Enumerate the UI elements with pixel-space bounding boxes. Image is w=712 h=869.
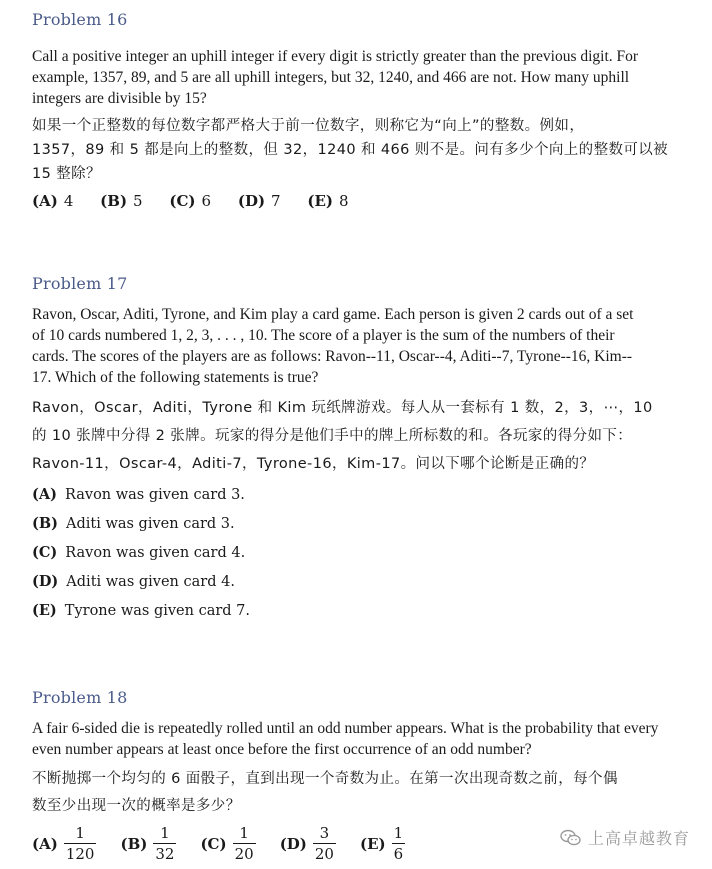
text-line: 的 10 张牌中分得 2 张牌。玩家的得分是他们手中的牌上所标数的和。各玩家的得分如下： xyxy=(32,428,633,444)
text-line: 不断抛掷一个均匀的 6 面骰子，直到出现一个奇数为止。在第一次出现奇数之前，每个偶 xyxy=(32,771,618,787)
choice-d: (D) 7 xyxy=(237,192,281,210)
choice-a: (A) 4 xyxy=(32,192,74,210)
text-line: Ravon，Oscar，Aditi，Tyrone 和 Kim 玩纸牌游戏。每人从一套标有 1 数，2，3，⋯，10 xyxy=(32,400,653,416)
text-line: 1357，89 和 5 都是向上的整数，但 32，1240 和 466 则不是。问有多少个向上的整数可以被 xyxy=(32,142,669,158)
answer-choices xyxy=(32,480,682,625)
choice-c: (C) $\frac{1}{20}$ xyxy=(200,824,254,863)
problem-title: Problem 18 xyxy=(32,688,128,707)
choice-b: (B) $\frac{1}{32}$ xyxy=(120,824,175,863)
text-line: Ravon-11，Oscar-4，Aditi-7，Tyrone-16，Kim-17。问以下哪个论断是正确的？ xyxy=(32,456,595,472)
fraction: $\frac{1}{32}$ xyxy=(155,824,175,863)
choice-b: (B) Aditi was given card 3. xyxy=(32,515,235,532)
text-line: example, 1357, 89, and 5 are all uphill integers, but 32, 1240, and 466 are not. How many uphill xyxy=(32,69,630,86)
watermark-text: 上高卓越教育 xyxy=(587,829,690,848)
problem-title: Problem 16 xyxy=(32,10,128,29)
choice-c: (C) Ravon was given card 4. xyxy=(32,544,246,561)
problem-title: Problem 17 xyxy=(32,274,128,293)
text-line: 如果一个正整数的每位数字都严格大于前一位数字，则称它为“向上”的整数。例如， xyxy=(32,118,585,134)
text-line: A fair 6-sided die is repeatedly rolled until an odd number appears. What is the probability that every xyxy=(32,720,659,737)
text-line: integers are divisible by 15? xyxy=(32,90,207,107)
problem-17 xyxy=(32,272,682,625)
answer-choices xyxy=(32,192,682,210)
choice-a: (A) Ravon was given card 3. xyxy=(32,486,245,503)
choice-e: (E) Tyrone was given card 7. xyxy=(32,602,251,619)
choice-d: (D) $\frac{3}{20}$ xyxy=(279,824,334,863)
text-line: Call a positive integer an uphill integer if every digit is strictly greater than the previous digit. For xyxy=(32,48,639,65)
choice-e: (E) $\frac{1}{6}$ xyxy=(359,824,404,863)
problem-text-zh xyxy=(32,766,682,820)
text-line: Ravon, Oscar, Aditi, Tyrone, and Kim play a card game. Each person is given 2 cards out of a set xyxy=(32,306,634,323)
watermark xyxy=(560,826,690,849)
problem-text-en xyxy=(32,718,682,760)
choice-d: (D) Aditi was given card 4. xyxy=(32,573,235,590)
choice-e: (E) 8 xyxy=(307,192,349,210)
fraction: $\frac{1}{20}$ xyxy=(234,824,254,863)
wechat-icon xyxy=(560,829,582,847)
text-line: of 10 cards numbered 1, 2, 3, . . . , 10. The score of a player is the sum of the numbers of their xyxy=(32,327,615,344)
choice-c: (C) 6 xyxy=(169,192,212,210)
text-line: 15 整除？ xyxy=(32,166,101,182)
problem-text-en xyxy=(32,304,682,388)
choice-b: (B) 5 xyxy=(100,192,143,210)
fraction: $\frac{1}{6}$ xyxy=(393,824,404,863)
text-line: 17. Which of the following statements is true? xyxy=(32,369,319,386)
problem-text-zh xyxy=(32,394,682,478)
problem-text-en xyxy=(32,46,682,109)
fraction: $\frac{1}{120}$ xyxy=(65,824,95,863)
problem-16 xyxy=(32,8,682,210)
problem-text-zh xyxy=(32,114,682,186)
choice-a: (A) $\frac{1}{120}$ xyxy=(32,824,95,863)
text-line: cards. The scores of the players are as follows: Ravon--11, Oscar--4, Aditi--7, Tyrone--16, Kim-- xyxy=(32,348,633,365)
text-line: 数至少出现一次的概率是多少？ xyxy=(32,798,241,814)
fraction: $\frac{3}{20}$ xyxy=(314,824,334,863)
text-line: even number appears at least once before the first occurrence of an odd number? xyxy=(32,741,532,758)
